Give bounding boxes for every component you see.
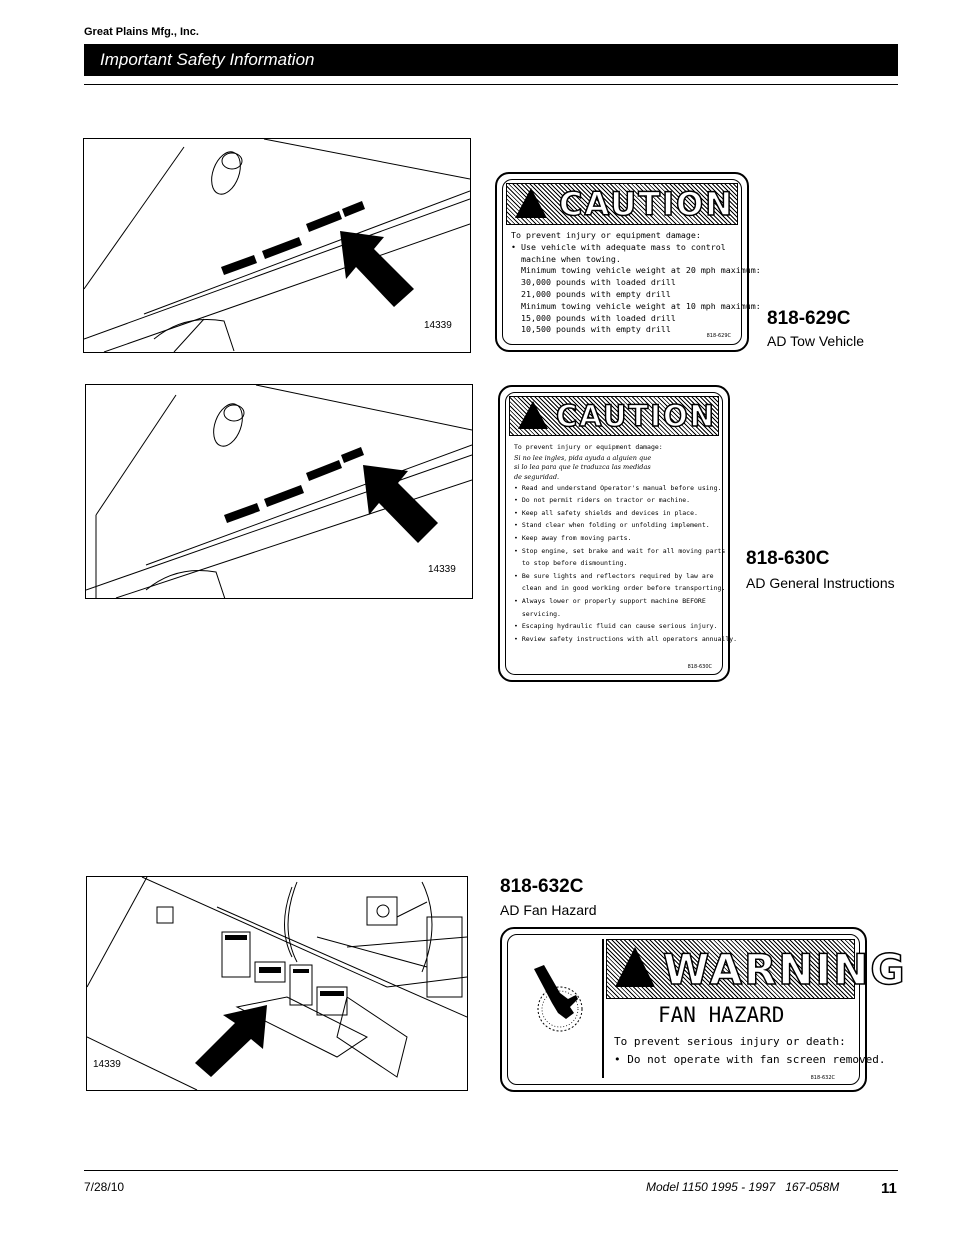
decal-line: • Be sure lights and reflectors required by law are (514, 571, 714, 580)
pointer-arrow (340, 231, 414, 307)
decal-line: To prevent serious injury or death: (614, 1035, 846, 1048)
decal-line: • Keep all safety shields and devices in place. (514, 508, 698, 517)
decal-line: clean and in good working order before transporting. (514, 584, 726, 593)
figure-tow-vehicle-decal-location (83, 138, 471, 353)
part-description: AD General Instructions (746, 575, 895, 591)
decal-line: • Do not operate with fan screen removed. (614, 1053, 886, 1066)
decal-text (614, 1033, 886, 1069)
figure-number: 14339 (428, 564, 456, 575)
decal-line: • Review safety instructions with all operators annually. (514, 634, 738, 643)
decal-line: • Stand clear when folding or unfolding implement. (514, 521, 710, 530)
page-number: 11 (881, 1180, 897, 1197)
decal-line: 15,000 pounds with loaded drill (511, 312, 676, 323)
decal-line: 21,000 pounds with empty drill (511, 288, 671, 299)
alert-triangle-icon (515, 188, 547, 218)
signal-word: CAUTION (556, 399, 716, 433)
fan-hazard-pictogram (512, 939, 604, 1078)
decal-line: • Use vehicle with adequate mass to control (511, 241, 726, 252)
figure-general-instructions-decal-location (85, 384, 473, 599)
decal-line: • Read and understand Operator's manual before using. (514, 483, 722, 492)
machine-line-drawing (84, 139, 470, 352)
decal-line: • Stop engine, set brake and wait for all moving parts (514, 546, 726, 555)
decal-line: Minimum towing vehicle weight at 10 mph maximum: (511, 300, 761, 311)
hazard-title: FAN HAZARD (658, 1003, 785, 1027)
warning-banner (606, 939, 907, 999)
decal-text (511, 230, 761, 336)
pointer-arrow (363, 465, 438, 543)
decal-line: • Do not permit riders on tractor or machine. (514, 496, 691, 505)
part-number: 818-629C (767, 308, 851, 329)
part-description: AD Tow Vehicle (767, 333, 865, 349)
decal-line: • Escaping hydraulic fluid can cause serious injury. (514, 622, 718, 631)
footer-date: 7/28/10 (84, 1180, 125, 1194)
decal-line: Si no lee ingles, pida ayuda a alguien que (514, 453, 652, 462)
footer-rule (84, 1170, 898, 1171)
machine-line-drawing (86, 385, 472, 598)
decal-code: 818-630C (687, 664, 712, 670)
company-name: Great Plains Mfg., Inc. (84, 26, 199, 38)
decal-line: To prevent injury or equipment damage: (511, 230, 701, 240)
figure-fan-hazard-decal-location (86, 876, 468, 1091)
signal-word: CAUTION (559, 185, 734, 223)
decal-line: si lo lea para que le traduzca las medidas (514, 462, 651, 471)
decal-line: Minimum towing vehicle weight at 20 mph maximum: (511, 265, 761, 276)
signal-word: WARNING (663, 944, 907, 994)
figure-number: 14339 (424, 320, 452, 331)
decal-line: servicing. (514, 609, 561, 618)
part-number: 818-632C (500, 876, 584, 897)
decal-line: to stop before dismounting. (514, 559, 628, 568)
header-rule (84, 84, 898, 85)
decal-818-630c (498, 385, 738, 682)
decal-line: • Keep away from moving parts. (514, 533, 632, 542)
decal-code: 818-632C (810, 1075, 835, 1081)
decal-818-629c (495, 172, 761, 352)
alert-triangle-icon (615, 947, 655, 987)
section-title-bar (84, 44, 898, 76)
decal-line: 10,500 pounds with empty drill (511, 324, 671, 335)
footer-model: Model 1150 1995 - 1997 167-058M (646, 1180, 840, 1194)
part-description: AD Fan Hazard (500, 902, 597, 918)
decal-line: machine when towing. (511, 253, 621, 264)
alert-triangle-icon (518, 401, 548, 429)
caution-banner (509, 396, 719, 436)
caution-banner (506, 183, 738, 225)
decal-code: 818-629C (706, 333, 731, 339)
part-number: 818-630C (746, 548, 830, 569)
decal-line: 30,000 pounds with loaded drill (511, 277, 676, 288)
decal-line: de seguridad. (514, 472, 560, 481)
decal-line: • Always lower or properly support machine BEFORE (514, 596, 706, 605)
section-title: Important Safety Information (100, 50, 315, 69)
decal-818-632c (500, 927, 907, 1092)
fan-hand-icon (512, 939, 602, 1078)
decal-text (514, 441, 737, 645)
figure-number: 14339 (93, 1059, 121, 1070)
pointer-arrow (195, 1005, 267, 1077)
decal-line: To prevent injury or equipment damage: (514, 443, 663, 451)
machine-line-drawing (87, 877, 467, 1090)
